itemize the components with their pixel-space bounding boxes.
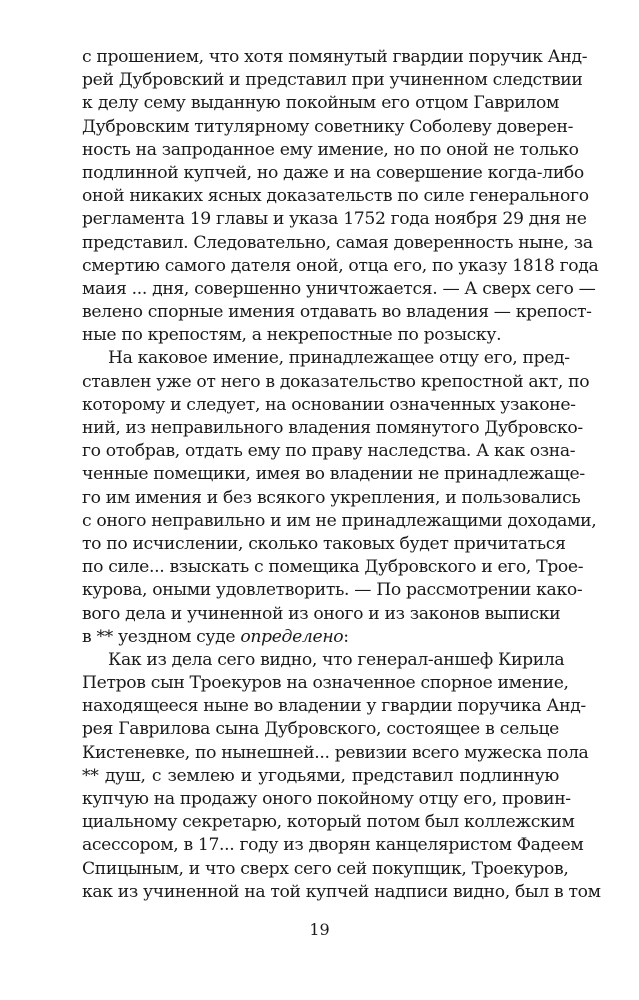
court-line-text: в ** уездном суде <box>82 626 236 647</box>
text-line: рея Гаврилова сына Дубровского, состоящее в сельце <box>82 719 559 740</box>
paragraph-start-line: На каковое имение, принадлежащее отцу его, пред- <box>108 348 570 369</box>
italic-word: определено <box>240 626 344 647</box>
paragraph-start-line: Как из дела сего видно, что генерал-аншеф Кирила <box>108 649 565 670</box>
text-line: рей Дубровский и представил при учиненном следствии <box>82 70 583 91</box>
text-line: с оного неправильно и им не принадлежащими доходами, <box>82 510 597 531</box>
text-line: ченные помещики, имея во владении не принадлежаще- <box>82 464 585 485</box>
text-line: представил. Следовательно, самая доверенность ныне, за <box>82 232 593 253</box>
italic-suffix: : <box>343 626 349 647</box>
text-line: Петров сын Троекуров на означенное спорное имение, <box>82 673 569 694</box>
text-line: маия ... дня, совершенно уничтожается. — А сверх сего — <box>82 278 596 299</box>
text-line: Дубровским титулярному советнику Соболеву доверен- <box>82 116 574 137</box>
text-line: циальному секретарю, который потом был коллежским <box>82 812 575 833</box>
paragraph-end-line <box>82 626 559 649</box>
text-line: находящееся ныне во владении у гвардии поручика Анд- <box>82 696 586 717</box>
text-line: курова, оными удовлетворить. — По рассмотрении како- <box>82 580 583 601</box>
text-line: асессором, в 17... году из дворян канцеляристом Фадеем <box>82 835 584 856</box>
text-line: Кистеневке, по нынешней... ревизии всего мужеска пола <box>82 742 589 763</box>
text-line: ставлен уже от него в доказательство крепостной акт, по <box>82 371 590 392</box>
text-line: ность на запроданное ему имение, но по оной не только <box>82 139 579 160</box>
paragraph-end-line: ные по крепостям, а некрепостные по розыску. <box>82 325 502 346</box>
text-line: как из учиненной на той купчей надписи видно, был в том <box>82 881 601 902</box>
text-line: ний, из неправильного владения помянутого Дубровско- <box>82 418 583 438</box>
page-body <box>82 46 601 904</box>
text-line: по силе... взыскать с помещика Дубровского и его, Трое- <box>82 557 584 578</box>
text-line: го отобрав, отдать ему по праву наследства. А как озна- <box>82 441 576 462</box>
text-line: купчую на продажу оного покойному отцу его, провин- <box>82 789 571 809</box>
text-line: регламента 19 главы и указа 1752 года ноября 29 дня не <box>82 209 587 230</box>
text-line: оной никаких ясных доказательств по силе генерального <box>82 186 589 207</box>
text-line: то по исчислении, сколько таковых будет причитаться <box>82 533 566 554</box>
text-line: ** душ, с землею и угодьями, представил подлинную <box>82 765 559 786</box>
page-number: 19 <box>309 920 330 939</box>
text-line: смертию самого дателя оной, отца его, по указу 1818 года <box>82 255 599 276</box>
text-line: которому и следует, на основании означенных узаконе- <box>82 394 576 415</box>
text-line: вого дела и учиненной из оного и из законов выписки <box>82 603 561 624</box>
text-line: велено спорные имения отдавать во владения — крепост- <box>82 302 592 323</box>
text-line: Спицыным, и что сверх сего сей покупщик, Троекуров, <box>82 858 569 879</box>
text-line: с прошением, что хотя помянутый гвардии поручик Анд- <box>82 47 588 67</box>
text-line: к делу сему выданную покойным его отцом Гаврилом <box>82 93 559 114</box>
text-line: подлинной купчей, но даже и на совершение когда-либо <box>82 162 584 183</box>
text-line: го им имения и без всякого укрепления, и пользовались <box>82 487 581 508</box>
